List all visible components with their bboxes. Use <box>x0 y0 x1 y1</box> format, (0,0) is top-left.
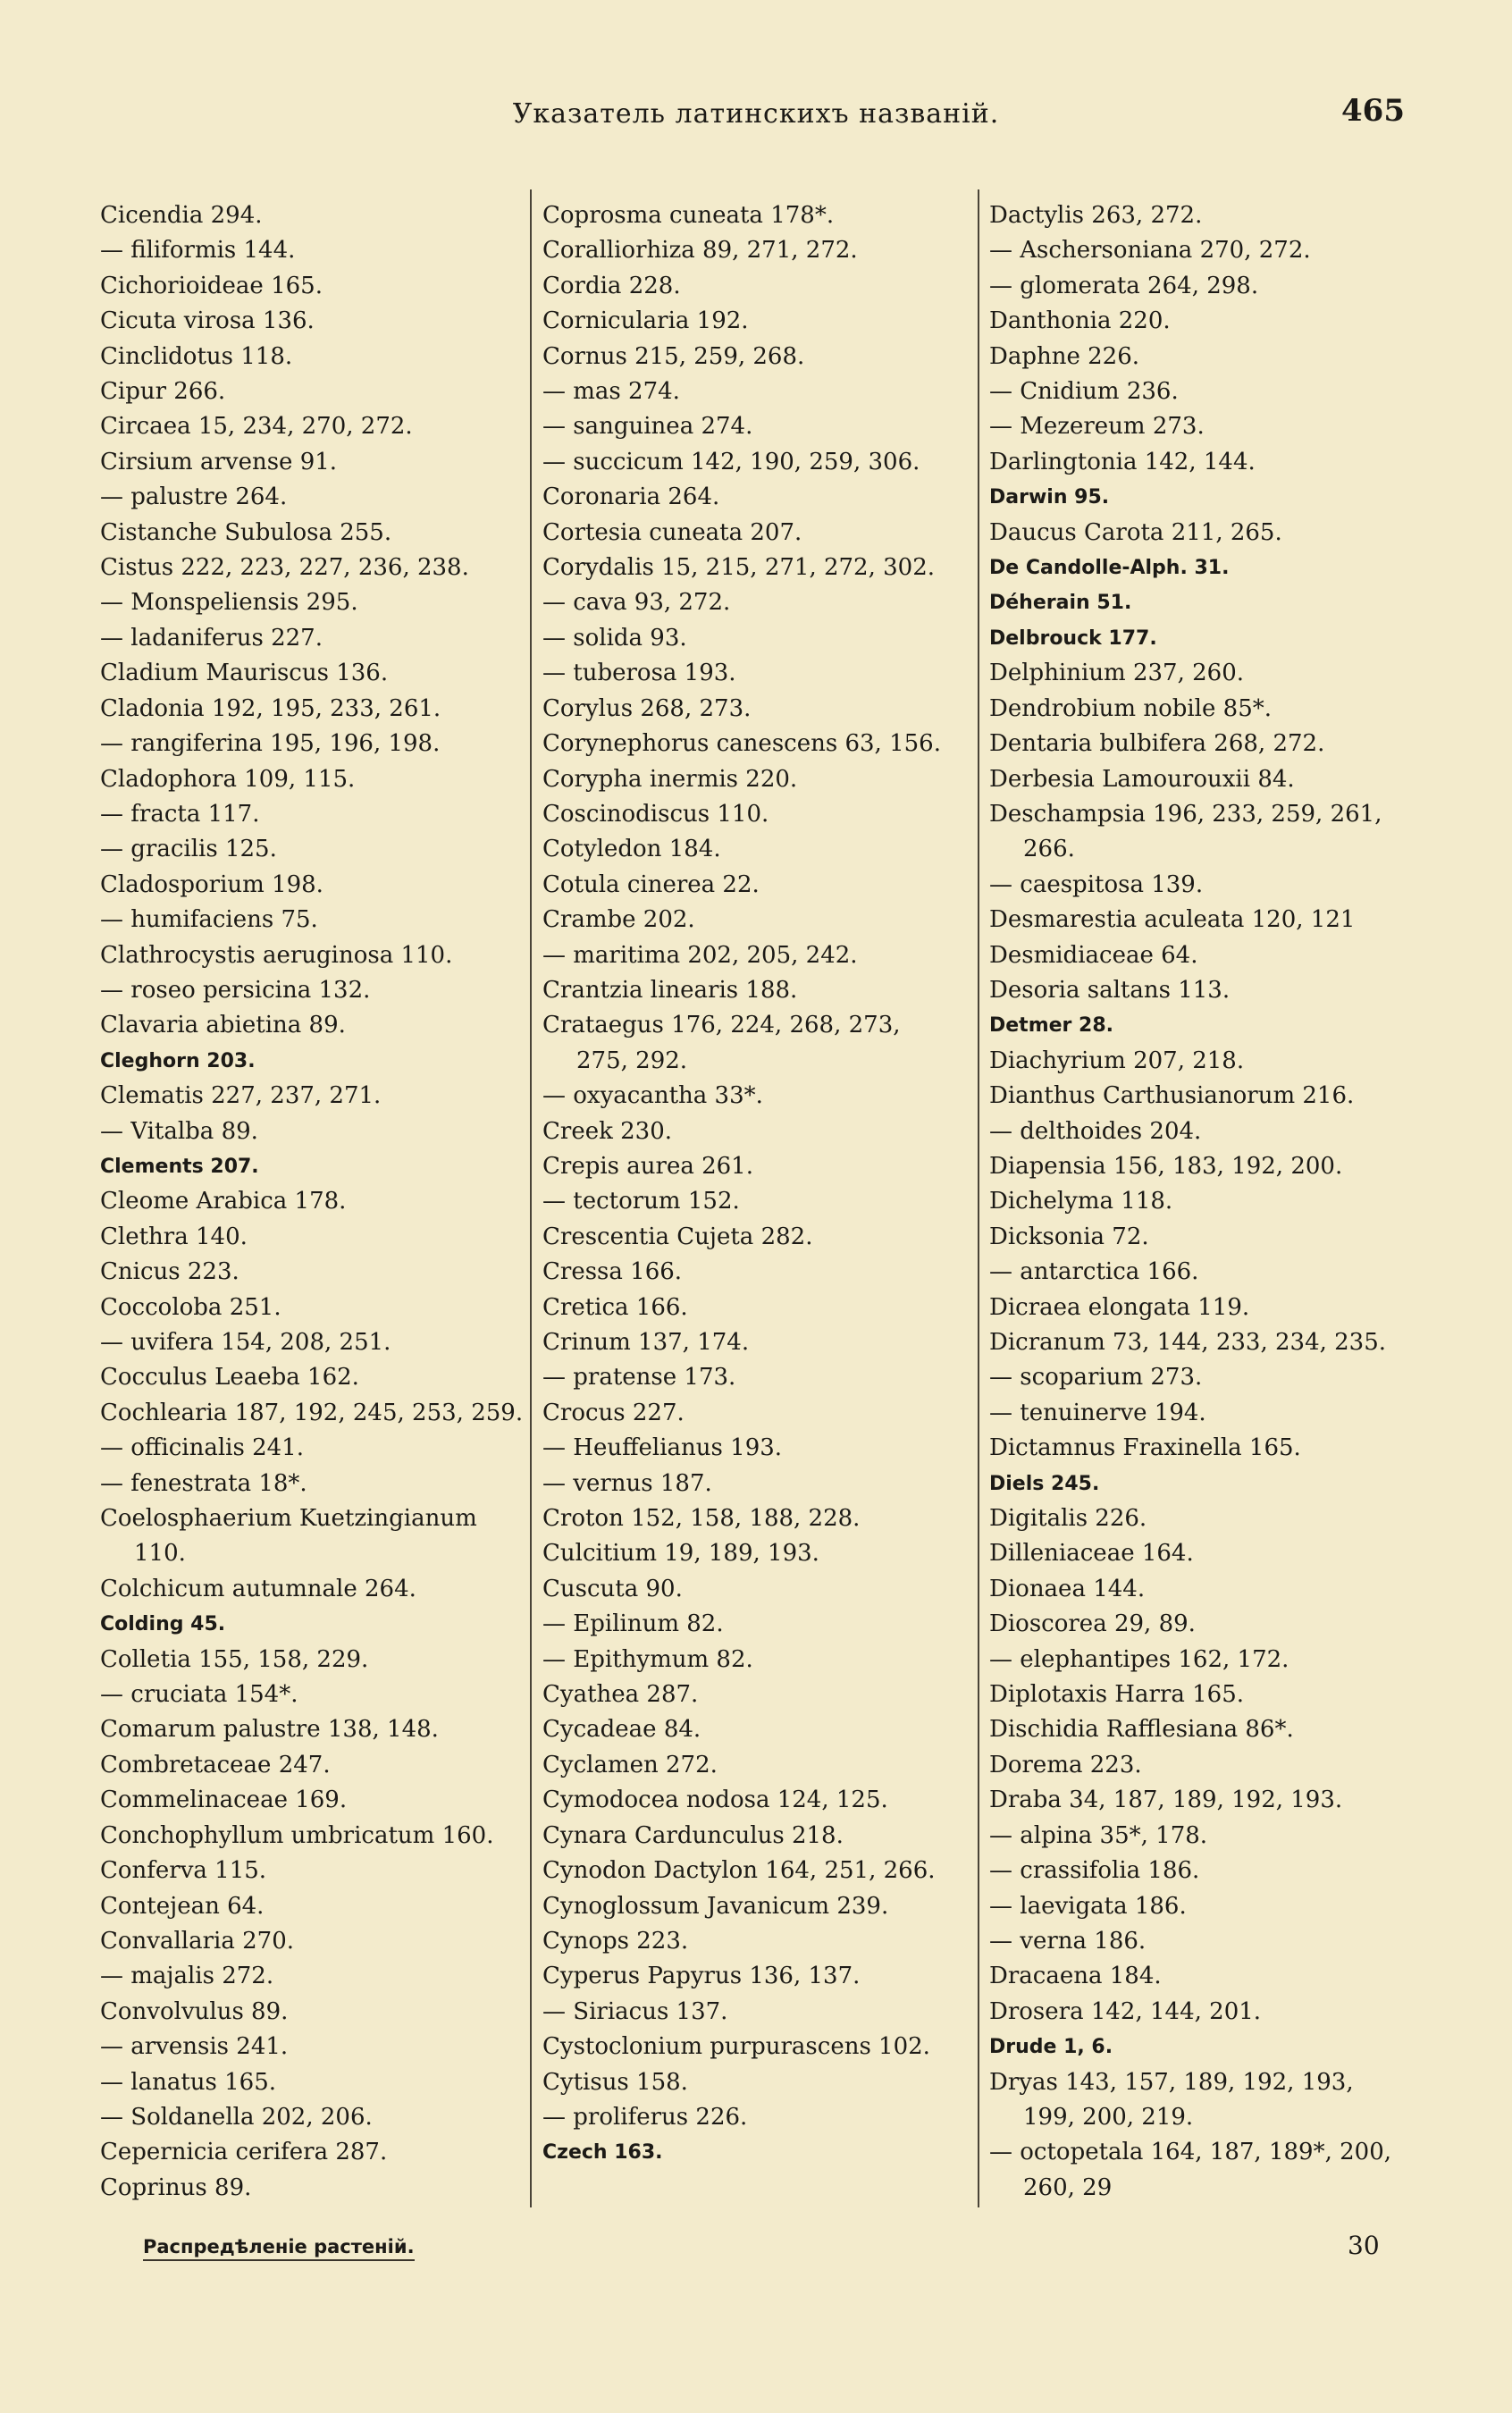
index-entry: Cnicus 223. <box>100 1258 239 1286</box>
index-entry: Cichorioideae 165. <box>100 272 323 299</box>
index-entry: — arvensis 241. <box>100 2033 289 2061</box>
index-entry: Cotula cinerea 22. <box>542 870 760 898</box>
index-entry: Cistus 222, 223, 227, 236, 238. <box>100 554 469 582</box>
index-entry: — succicum 142, 190, 259, 306. <box>542 448 920 475</box>
index-entry: Diplotaxis Harra 165. <box>989 1681 1244 1709</box>
index-entry: — solida 93. <box>542 624 687 652</box>
index-entry: Deschampsia 196, 233, 259, 261, <box>989 800 1382 828</box>
index-entry: Derbesia Lamourouxii 84. <box>989 765 1295 793</box>
index-entry: Déherain 51. <box>989 592 1132 615</box>
index-entry: Commelinaceae 169. <box>100 1787 348 1814</box>
index-entry: Colding 45. <box>100 1613 226 1636</box>
index-entry: Combretaceae 247. <box>100 1751 331 1778</box>
index-entry: — Epithymum 82. <box>542 1645 753 1673</box>
index-entry: Corypha inermis 220. <box>542 765 798 793</box>
index-entry: Dicraea elongata 119. <box>989 1293 1250 1321</box>
index-entry: Cynoglossum Javanicum 239. <box>542 1892 889 1920</box>
index-entry: Delphinium 237, 260. <box>989 660 1245 687</box>
index-entry: — Siriacus 137. <box>542 1997 728 2025</box>
index-entry: Convolvulus 89. <box>100 1997 289 2025</box>
index-entry: — Monspeliensis 295. <box>100 589 358 617</box>
index-entry: — roseo persicina 132. <box>100 976 371 1004</box>
index-entry: — Vitalba 89. <box>100 1117 258 1145</box>
index-entry: Dentaria bulbifera 268, 272. <box>989 730 1325 758</box>
index-entry: Cymodocea nodosa 124, 125. <box>542 1787 888 1814</box>
index-entry: De Candolle-Alph. 31. <box>989 557 1230 580</box>
index-entry: Cynodon Dactylon 164, 251, 266. <box>542 1857 936 1885</box>
index-entry: Cladonia 192, 195, 233, 261. <box>100 694 441 722</box>
index-entry: Desoria saltans 113. <box>989 976 1231 1004</box>
index-entry: Crataegus 176, 224, 268, 273, <box>542 1012 901 1039</box>
index-entry: Daucus Carota 211, 265. <box>989 518 1282 546</box>
index-entry: Croton 152, 158, 188, 228. <box>542 1505 861 1533</box>
index-entry: Diels 245. <box>989 1472 1100 1495</box>
index-entry: Coronaria 264. <box>542 483 720 511</box>
index-entry: Desmidiaceae 64. <box>989 941 1198 969</box>
index-entry: — fracta 117. <box>100 800 260 828</box>
index-entry: Drude 1, 6. <box>989 2036 1113 2059</box>
index-entry: Cortesia cuneata 207. <box>542 518 802 546</box>
index-entry: Clathrocystis aeruginosa 110. <box>100 941 453 969</box>
printer-signature-title: Распредѣленіе растеній. <box>143 2236 415 2261</box>
index-entry: — palustre 264. <box>100 483 288 511</box>
index-entry: Conferva 115. <box>100 1857 267 1885</box>
index-entry: 266. <box>1023 836 1075 863</box>
index-entry: — mas 274. <box>542 378 680 406</box>
index-entry: Cistanche Subulosa 255. <box>100 518 392 546</box>
index-entry: Cochlearia 187, 192, 245, 253, 259. <box>100 1399 524 1426</box>
index-entry: Cyperus Papyrus 136, 137. <box>542 1963 861 1990</box>
index-entry: — majalis 272. <box>100 1963 274 1990</box>
index-entry: — glomerata 264, 298. <box>989 272 1259 299</box>
index-entry: Crepis aurea 261. <box>542 1152 753 1180</box>
index-entry: Coscinodiscus 110. <box>542 800 769 828</box>
index-entry: Dictamnus Fraxinella 165. <box>989 1434 1301 1462</box>
index-entry: Diachyrium 207, 218. <box>989 1047 1245 1074</box>
index-entry: Cretica 166. <box>542 1293 688 1321</box>
index-entry: Cynops 223. <box>542 1927 689 1955</box>
page-number: 465 <box>1341 93 1405 129</box>
index-entry: — tenuinerve 194. <box>989 1399 1206 1426</box>
index-entry: Corylus 268, 273. <box>542 694 752 722</box>
index-entry: Diapensia 156, 183, 192, 200. <box>989 1152 1343 1180</box>
index-entry: Clematis 227, 237, 271. <box>100 1082 382 1110</box>
index-column-1 <box>100 198 525 2206</box>
index-entry: — ladaniferus 227. <box>100 624 323 652</box>
index-entry: — delthoides 204. <box>989 1117 1202 1145</box>
index-entry: — oxyacantha 33*. <box>542 1082 763 1110</box>
index-entry: Dianthus Carthusianorum 216. <box>989 1082 1355 1110</box>
index-entry: — Heuffelianus 193. <box>542 1434 783 1462</box>
index-column-2 <box>542 198 971 2171</box>
index-entry: Coccoloba 251. <box>100 1293 281 1321</box>
index-entry: — Epilinum 82. <box>542 1610 724 1638</box>
running-title: Указатель латинскихъ названій. <box>512 98 1000 130</box>
index-entry: Convallaria 270. <box>100 1927 295 1955</box>
index-entry: Clethra 140. <box>100 1223 248 1250</box>
index-entry: — fenestrata 18*. <box>100 1469 307 1497</box>
index-entry: Comarum palustre 138, 148. <box>100 1716 439 1744</box>
index-entry: Darwin 95. <box>989 486 1110 509</box>
index-entry: — lanatus 165. <box>100 2068 277 2096</box>
index-entry: Cladium Mauriscus 136. <box>100 660 389 687</box>
index-entry: Dryas 143, 157, 189, 192, 193, <box>989 2068 1354 2096</box>
index-entry: Coelosphaerium Kuetzingianum <box>100 1505 477 1533</box>
index-entry: — tectorum 152. <box>542 1188 740 1215</box>
index-entry: Cleghorn 203. <box>100 1049 256 1072</box>
index-entry: Cleome Arabica 178. <box>100 1188 347 1215</box>
index-entry: Colchicum autumnale 264. <box>100 1575 416 1602</box>
index-entry: Crambe 202. <box>542 906 695 934</box>
index-entry: — gracilis 125. <box>100 836 277 863</box>
index-entry: Daphne 226. <box>989 342 1140 370</box>
index-entry: Cotyledon 184. <box>542 836 721 863</box>
index-entry: Coprinus 89. <box>100 2173 252 2201</box>
index-column-3 <box>989 198 1423 2206</box>
index-entry: Detmer 28. <box>989 1014 1114 1038</box>
index-entry: 199, 200, 219. <box>1023 2103 1194 2131</box>
index-entry: — officinalis 241. <box>100 1434 304 1462</box>
index-entry: — verna 186. <box>989 1927 1147 1955</box>
index-entry: Desmarestia aculeata 120, 121 <box>989 906 1356 934</box>
index-entry: — sanguinea 274. <box>542 413 753 441</box>
index-entry: — elephantipes 162, 172. <box>989 1645 1289 1673</box>
index-entry: Cyathea 287. <box>542 1681 699 1709</box>
index-entry: — cava 93, 272. <box>542 589 731 617</box>
index-entry: Coprosma cuneata 178*. <box>542 202 835 229</box>
index-entry: — uvifera 154, 208, 251. <box>100 1329 391 1356</box>
index-entry: Darlingtonia 142, 144. <box>989 448 1256 475</box>
index-entry: Clements 207. <box>100 1155 259 1178</box>
index-entry: Dichelyma 118. <box>989 1188 1173 1215</box>
index-entry: Conchophyllum umbricatum 160. <box>100 1821 494 1849</box>
index-entry: — tuberosa 193. <box>542 660 736 687</box>
index-entry: Drosera 142, 144, 201. <box>989 1997 1262 2025</box>
index-entry: Dorema 223. <box>989 1751 1142 1778</box>
index-entry: — pratense 173. <box>542 1364 736 1391</box>
index-entry: Crocus 227. <box>542 1399 685 1426</box>
index-entry: Dracaena 184. <box>989 1963 1162 1990</box>
index-entry: — filiformis 144. <box>100 237 296 265</box>
index-entry: Cornus 215, 259, 268. <box>542 342 805 370</box>
index-entry: Creek 230. <box>542 1117 673 1145</box>
index-entry: Cressa 166. <box>542 1258 683 1286</box>
index-entry: Dilleniaceae 164. <box>989 1540 1194 1568</box>
index-entry: Cornicularia 192. <box>542 307 749 335</box>
index-entry: Dicksonia 72. <box>989 1223 1149 1250</box>
index-entry: Draba 34, 187, 189, 192, 193. <box>989 1787 1343 1814</box>
index-entry: Cipur 266. <box>100 378 226 406</box>
index-entry: — cruciata 154*. <box>100 1681 298 1709</box>
column-divider <box>978 189 979 2207</box>
index-entry: Corynephorus canescens 63, 156. <box>542 730 941 758</box>
index-entry: Delbrouck 177. <box>989 626 1157 650</box>
index-entry: — Aschersoniana 270, 272. <box>989 237 1311 265</box>
index-entry: Cyclamen 272. <box>542 1751 718 1778</box>
index-entry: Cycadeae 84. <box>542 1716 701 1744</box>
index-entry: — alpina 35*, 178. <box>989 1821 1208 1849</box>
index-entry: Cladosporium 198. <box>100 870 323 898</box>
index-entry: — Mezereum 273. <box>989 413 1205 441</box>
index-entry: Danthonia 220. <box>989 307 1171 335</box>
index-entry: Corydalis 15, 215, 271, 272, 302. <box>542 554 936 582</box>
index-entry: — caespitosa 139. <box>989 870 1204 898</box>
index-entry: — laevigata 186. <box>989 1892 1187 1920</box>
index-entry: Dioscorea 29, 89. <box>989 1610 1196 1638</box>
index-entry: Crinum 137, 174. <box>542 1329 750 1356</box>
index-entry: Cocculus Leaeba 162. <box>100 1364 359 1391</box>
index-entry: Culcitium 19, 189, 193. <box>542 1540 819 1568</box>
index-entry: Dicranum 73, 144, 233, 234, 235. <box>989 1329 1387 1356</box>
index-entry: Cladophora 109, 115. <box>100 765 356 793</box>
index-entry: Crantzia linearis 188. <box>542 976 798 1004</box>
index-entry: Circaea 15, 234, 270, 272. <box>100 413 413 441</box>
index-entry: Cuscuta 90. <box>542 1575 683 1602</box>
index-entry: Cepernicia cerifera 287. <box>100 2139 388 2166</box>
index-entry: Contejean 64. <box>100 1892 265 1920</box>
index-entry: Clavaria abietina 89. <box>100 1012 346 1039</box>
index-entry: — Soldanella 202, 206. <box>100 2103 373 2131</box>
index-entry: — proliferus 226. <box>542 2103 748 2131</box>
index-entry: — scoparium 273. <box>989 1364 1203 1391</box>
index-entry: Cordia 228. <box>542 272 681 299</box>
index-entry: Cytisus 158. <box>542 2068 688 2096</box>
index-entry: Dischidia Rafflesiana 86*. <box>989 1716 1294 1744</box>
index-entry: 110. <box>134 1540 186 1568</box>
index-entry: Cinclidotus 118. <box>100 342 293 370</box>
index-entry: — humifaciens 75. <box>100 906 318 934</box>
index-entry: — vernus 187. <box>542 1469 712 1497</box>
index-entry: — Cnidium 236. <box>989 378 1179 406</box>
index-entry: Dendrobium nobile 85*. <box>989 694 1272 722</box>
index-entry: 275, 292. <box>576 1047 688 1074</box>
index-entry: Cicuta virosa 136. <box>100 307 315 335</box>
index-entry: Cynara Cardunculus 218. <box>542 1821 844 1849</box>
index-entry: Cystoclonium purpurascens 102. <box>542 2033 930 2061</box>
index-entry: Cicendia 294. <box>100 202 263 229</box>
index-entry: Crescentia Cujeta 282. <box>542 1223 813 1250</box>
index-entry: — maritima 202, 205, 242. <box>542 941 858 969</box>
index-entry: Digitalis 226. <box>989 1505 1147 1533</box>
index-entry: Colletia 155, 158, 229. <box>100 1645 369 1673</box>
index-entry: Coralliorhiza 89, 271, 272. <box>542 237 858 265</box>
printer-signature-number: 30 <box>1348 2231 1380 2260</box>
index-entry: — antarctica 166. <box>989 1258 1199 1286</box>
index-entry: Czech 163. <box>542 2141 663 2165</box>
index-entry: 260, 29 <box>1023 2173 1113 2201</box>
index-entry: — octopetala 164, 187, 189*, 200, <box>989 2139 1391 2166</box>
index-entry: Dactylis 263, 272. <box>989 202 1203 229</box>
index-entry: Cirsium arvense 91. <box>100 448 338 475</box>
page-header <box>0 89 1512 143</box>
column-divider <box>530 189 532 2207</box>
index-entry: — rangiferina 195, 196, 198. <box>100 730 441 758</box>
index-entry: — crassifolia 186. <box>989 1857 1200 1885</box>
index-entry: Dionaea 144. <box>989 1575 1146 1602</box>
